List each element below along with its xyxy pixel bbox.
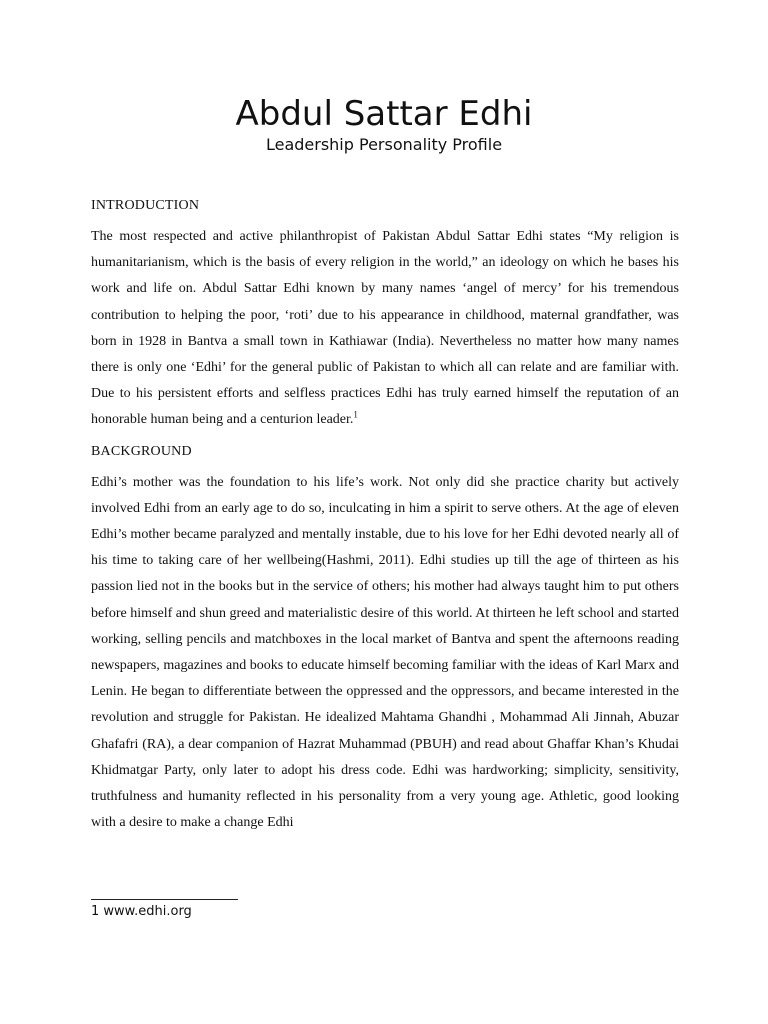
footnote-reference[interactable]: 1 [353,409,358,420]
footnote-number: 1 [91,904,100,919]
section-heading-background: BACKGROUND [91,443,192,459]
footnote [91,903,192,921]
document-body [91,196,679,836]
document-title: Abdul Sattar Edhi [235,94,533,134]
footnote-text: www.edhi.org [103,904,192,919]
background-paragraph [91,470,679,837]
footnote-divider [91,899,238,900]
introduction-paragraph [91,224,679,434]
introduction-text: The most respected and active philanthropist of Pakistan Abdul Sattar Edhi states “My religion is humanitarianism, which is the basis of every religion in the world,” an ideology on which he bases his work and life on. Abdul Sattar Edhi known by many names ‘angel of mercy’ for his tremendous contribution to helping the poor, ‘roti’ due to his appearance in childhood, maternal grandfather, was born in 1928 in Bantva a small town in Kathiawar (India). Nevertheless no matter how many names there is only one ‘Edhi’ for the general public of Pakistan to which all can relate and are familiar with. Due to his persistent efforts and selfless practices Edhi has truly earned himself the reputation of an honorable human being and a centurion leader. [91,229,679,428]
background-text: Edhi’s mother was the foundation to his life’s work. Not only did she practice charity but actively involved Edhi from an early age to do so, inculcating in him a spirit to serve others. At the age of eleven Edhi’s mother became paralyzed and mentally instable, due to his love for her Edhi devoted nearly all of his time to taking care of her wellbeing(Hashmi, 2011). Edhi studies up till the age of thirteen as his passion lied not in the books but in the service of others; his mother had always taught him to put others before himself and shun greed and materialistic desire of this world. At thirteen he left school and started working, selling pencils and matchboxes in the local market of Bantva and spent the afternoons reading newspapers, magazines and books to educate himself becoming familiar with the ideas of Karl Marx and Lenin. He began to differentiate between the oppressed and the oppressors, and became interested in the revolution and struggle for Pakistan. He idealized Mahtama Ghandhi , Mohammad Ali Jinnah, Abuzar Ghafafri (RA), a dear companion of Hazrat Muhammad (PBUH) and read about Ghaffar Khan’s Khudai Khidmatgar Party, only later to adopt his dress code. Edhi was hardworking; simplicity, sensitivity, truthfulness and humanity reflected in his personality from a very young age. Athletic, good looking with a desire to make a change Edhi [91,474,679,831]
section-heading-introduction: INTRODUCTION [91,198,200,213]
document-subtitle: Leadership Personality Profile [265,135,503,154]
